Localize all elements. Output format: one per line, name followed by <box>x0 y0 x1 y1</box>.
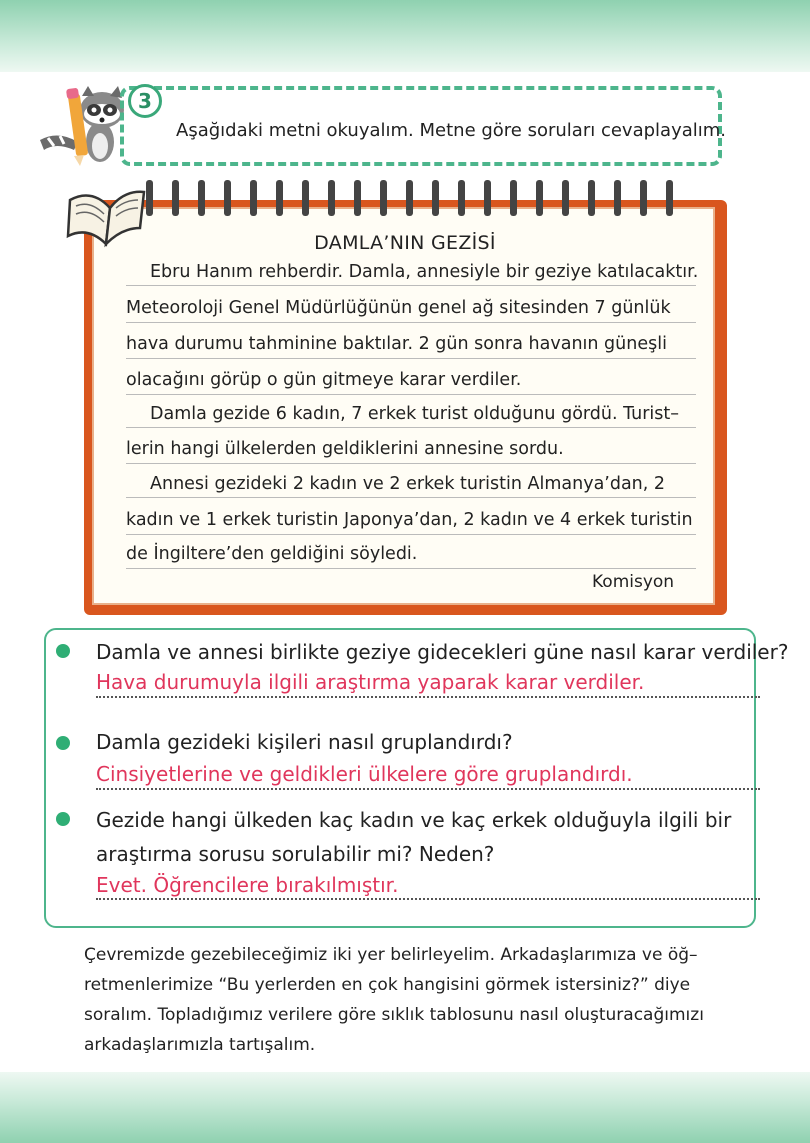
story-title: DAMLA’NIN GEZİSİ <box>314 232 496 254</box>
answer-line <box>96 788 760 790</box>
question-3-line-2: araştırma sorusu sorulabilir mi? Neden? <box>96 842 495 866</box>
activity-line: arkadaşlarımızla tartışalım. <box>84 1035 316 1055</box>
story-line: lerin hangi ülkelerden geldiklerini annesine sordu. <box>126 435 696 464</box>
activity-number-badge: 3 <box>128 84 162 118</box>
instruction-text: Aşağıdaki metni okuyalım. Metne göre soruları cevaplayalım. <box>176 120 727 141</box>
story-line: olacağını görüp o gün gitmeye karar verdiler. <box>126 366 696 395</box>
story-line: Annesi gezideki 2 kadın ve 2 erkek turistin Almanya’dan, 2 <box>126 470 696 498</box>
question-2: Damla gezideki kişileri nasıl gruplandırdı? <box>96 730 513 754</box>
answer-line <box>96 696 760 698</box>
answer-1: Hava durumuyla ilgili araştırma yaparak karar verdiler. <box>96 670 645 694</box>
raccoon-pencil-icon <box>38 80 128 170</box>
question-3-line-1: Gezide hangi ülkeden kaç kadın ve kaç erkek olduğuyla ilgili bir <box>96 808 732 832</box>
story-line: de İngiltere’den geldiğini söyledi. <box>126 540 696 569</box>
bottom-decorative-band <box>0 1072 810 1143</box>
story-line: hava durumu tahminine baktılar. 2 gün sonra havanın güneşli <box>126 330 696 359</box>
activity-line: Çevremizde gezebileceğimiz iki yer belirleyelim. Arkadaşlarımıza ve öğ– <box>84 945 698 965</box>
activity-line: soralım. Topladığımız verilere göre sıklık tablosunu nasıl oluşturacağımızı <box>84 1005 704 1025</box>
question-1: Damla ve annesi birlikte geziye gidecekleri güne nasıl karar verdiler? <box>96 640 789 664</box>
answer-line <box>96 898 760 900</box>
answer-2: Cinsiyetlerine ve geldikleri ülkelere göre gruplandırdı. <box>96 762 633 786</box>
activity-paragraph <box>84 940 734 1060</box>
bullet-icon <box>56 812 70 826</box>
bullet-icon <box>56 736 70 750</box>
top-decorative-band <box>0 0 810 72</box>
story-line: Meteoroloji Genel Müdürlüğünün genel ağ sitesinden 7 günlük <box>126 294 696 323</box>
story-source: Komisyon <box>592 572 675 592</box>
activity-line: retmenlerimize “Bu yerlerden en çok hangisini görmek istersiniz?” diye <box>84 975 691 995</box>
bullet-icon <box>56 644 70 658</box>
story-line: Ebru Hanım rehberdir. Damla, annesiyle bir geziye katılacaktır. <box>126 258 696 286</box>
spiral-rings-icon <box>146 180 686 222</box>
answer-3: Evet. Öğrencilere bırakılmıştır. <box>96 873 399 897</box>
story-line: Damla gezide 6 kadın, 7 erkek turist olduğunu gördü. Turist– <box>126 400 696 428</box>
story-line: kadın ve 1 erkek turistin Japonya’dan, 2 kadın ve 4 erkek turistin <box>126 506 696 535</box>
